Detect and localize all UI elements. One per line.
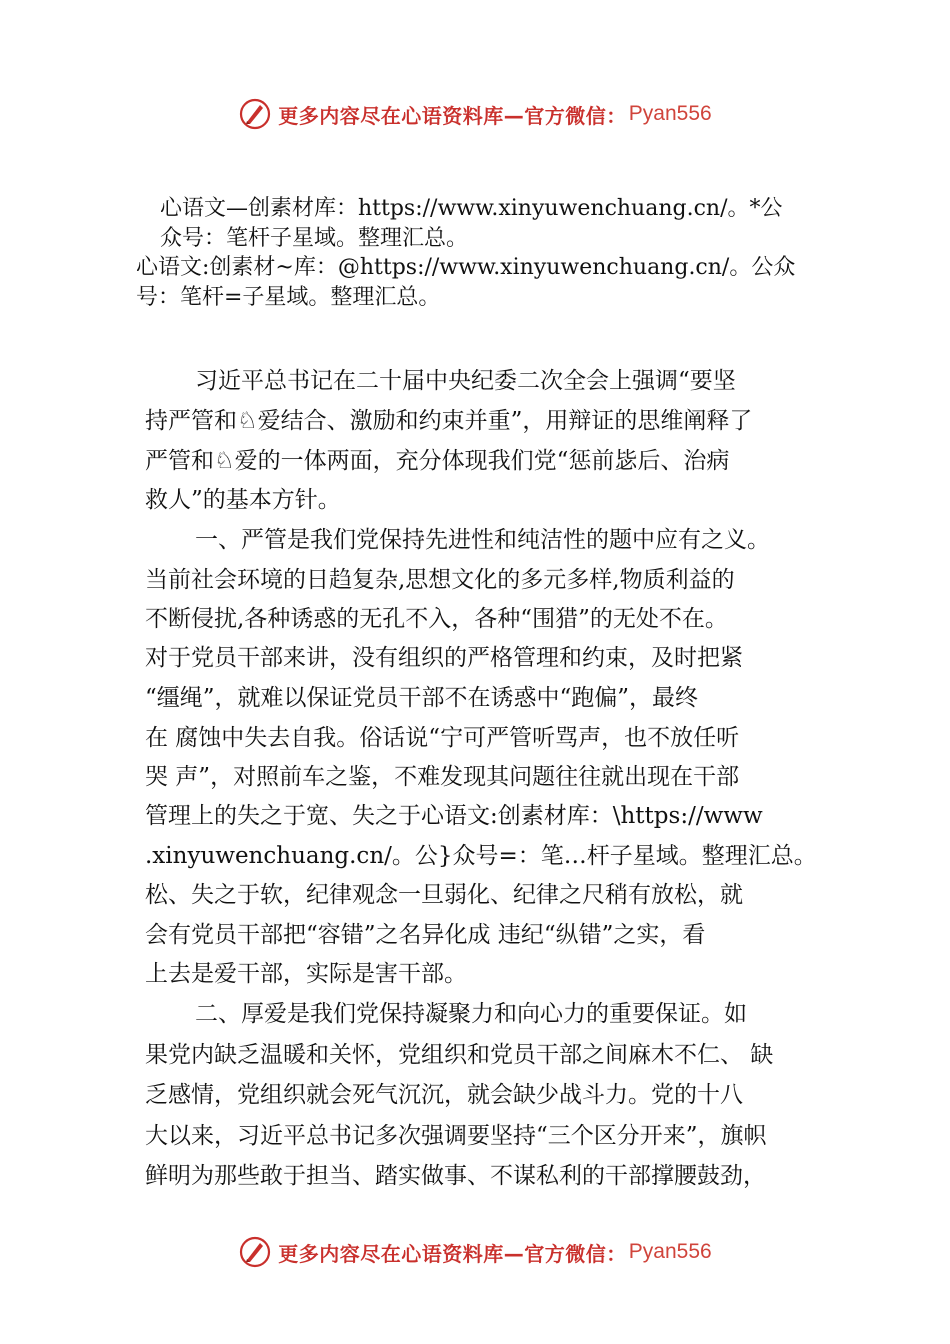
body-line: 不断侵扰,各种诱惑的无孔不入，各种“围猎”的无处不在。	[145, 606, 728, 632]
body-line: 对于党员干部来讲，没有组织的严格管理和约束，及时把紧	[145, 645, 743, 671]
body-line: 哭 声”，对照前车之鉴，不难发现其问题往往就出现在干部	[145, 764, 740, 790]
body-line: 会有党员干部把“容错”之名异化成 违纪“纵错”之实，看	[145, 922, 706, 948]
body-line: 管理上的失之于宽、失之于心语文:创素材库：\https://www	[145, 803, 763, 829]
body-line: 在 腐蚀中失去自我。俗话说“宁可严管听骂声，也不放任听	[145, 725, 740, 751]
body-line: 大以来，习近平总书记多次强调要坚持“三个区分开来”，旗帜	[145, 1123, 767, 1149]
body-line: 持严管和♘爱结合、激励和约束并重”，用辩证的思维阐释了	[145, 408, 753, 434]
body-line: 习近平总书记在二十届中央纪委二次全会上强调“要坚	[195, 368, 736, 394]
watermark-line: 心语文—创素材库：https://www.xinyuwenchuang.cn/。*公	[160, 196, 783, 221]
quill-pen-icon	[238, 1235, 272, 1269]
header-banner	[0, 92, 950, 136]
quill-pen-icon	[238, 97, 272, 131]
body-line: 上去是爱干部，实际是害干部。	[145, 961, 467, 987]
body-line: 果党内缺乏温暖和关怀，党组织和党员干部之间麻木不仁、 缺	[145, 1042, 774, 1068]
body-line: 救人”的基本方针。	[145, 487, 341, 513]
body-line: 乏感情，党组织就会死气沉沉，就会缺少战斗力。党的十八	[145, 1082, 743, 1108]
banner-text: 更多内容尽在心语资料库—官方微信：	[278, 103, 627, 128]
watermark-line: 心语文:创素材~库：@https://www.xinyuwenchuang.cn/。公众	[136, 255, 796, 280]
footer-banner	[0, 1230, 950, 1274]
body-line: .xinyuwenchuang.cn/。公}众号=：笔…杆子星域。整理汇总。	[145, 843, 817, 869]
body-line: “缰绳”，就难以保证党员干部不在诱惑中“跑偏”，最终	[145, 685, 699, 711]
watermark-line: 众号：笔杆子星域。整理汇总。	[160, 226, 469, 251]
wechat-id: Pyan556	[628, 102, 712, 125]
body-line: 严管和♘爱的一体两面，充分体现我们党“惩前毖后、治病	[145, 448, 730, 474]
banner-text: 更多内容尽在心语资料库—官方微信：	[278, 1241, 627, 1266]
body-line: 一、严管是我们党保持先进性和纯洁性的题中应有之义。	[195, 527, 770, 553]
watermark-line: 号：笔杆=子星域。整理汇总。	[136, 285, 441, 310]
wechat-id: Pyan556	[628, 1240, 712, 1263]
body-line: 鲜明为那些敢于担当、踏实做事、不谋私利的干部撑腰鼓劲，	[145, 1163, 766, 1189]
body-line: 二、厚爱是我们党保持凝聚力和向心力的重要保证。如	[195, 1001, 747, 1027]
body-line: 当前社会环境的日趋复杂,思想文化的多元多样,物质利益的	[145, 567, 735, 593]
body-line: 松、失之于软，纪律观念一旦弱化、纪律之尺稍有放松，就	[145, 882, 743, 908]
